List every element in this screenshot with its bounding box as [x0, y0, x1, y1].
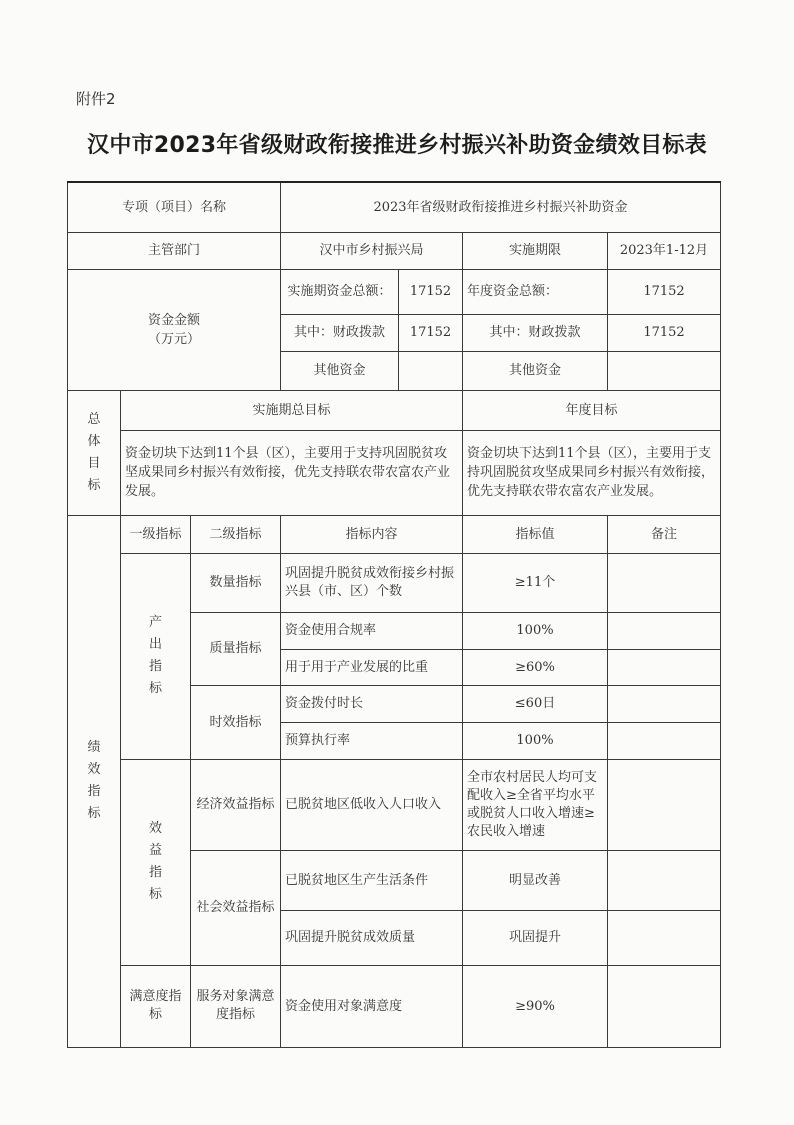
satisfaction-content: 资金使用对象满意度 [281, 965, 463, 1047]
dept-label: 主管部门 [68, 232, 281, 269]
funds-fiscal-label: 其中：财政拨款 [281, 314, 399, 351]
header-level1: 一级指标 [121, 515, 191, 553]
social-remark-2 [608, 910, 721, 965]
funds-annual-fiscal-value: 17152 [608, 314, 721, 351]
satisfaction-sub-label: 服务对象满意度指标 [191, 965, 281, 1047]
quantity-label: 数量指标 [191, 553, 281, 612]
indicators-label: 绩效指标 [87, 740, 101, 821]
attachment-label: 附件2 [76, 90, 116, 108]
goals-period-text: 资金切块下达到11个县（区），主要用于支持巩固脱贫攻坚成果同乡村振兴有效衔接，优先支持联农带农富农产业发展。 [121, 430, 463, 515]
funds-annual-fiscal-label: 其中：财政拨款 [463, 314, 608, 351]
timeliness-value-1: ≤60日 [463, 685, 608, 722]
economic-value: 全市农村居民人均可支配收入≥全省平均水平或脱贫人口收入增速≥农民收入增速 [463, 759, 608, 850]
performance-target-table [67, 181, 721, 1048]
page-title: 汉中市2023年省级财政衔接推进乡村振兴补助资金绩效目标表 [87, 133, 707, 158]
economic-remark [608, 759, 721, 850]
period-label: 实施期限 [463, 232, 608, 269]
funds-unit: （万元） [147, 331, 200, 347]
goals-annual-text: 资金切块下达到11个县（区），主要用于支持巩固脱贫攻坚成果同乡村振兴有效衔接，优先支持联农带农富农产业发展。 [463, 430, 721, 515]
quantity-remark [608, 553, 721, 612]
funds-annual-value: 17152 [608, 269, 721, 314]
project-name-label: 专项（项目）名称 [68, 182, 281, 232]
funds-annual-other-label: 其他资金 [463, 351, 608, 390]
satisfaction-remark [608, 965, 721, 1047]
output-label-cell [121, 553, 191, 759]
quality-content-1: 资金使用合规率 [281, 612, 463, 649]
quality-remark-2 [608, 649, 721, 685]
social-content-2: 巩固提升脱贫成效质量 [281, 910, 463, 965]
timeliness-label: 时效指标 [191, 685, 281, 759]
funds-total-label: 实施期资金总额： [281, 269, 399, 314]
quality-value-2: ≥60% [463, 649, 608, 685]
timeliness-remark-1 [608, 685, 721, 722]
benefit-label-cell [121, 759, 191, 965]
quality-value-1: 100% [463, 612, 608, 649]
goals-annual-header: 年度目标 [463, 390, 721, 430]
benefit-label: 效益指标 [148, 821, 162, 902]
quantity-value: ≥11个 [463, 553, 608, 612]
quality-content-2: 用于用于产业发展的比重 [281, 649, 463, 685]
economic-content: 已脱贫地区低收入人口收入 [281, 759, 463, 850]
social-value-2: 巩固提升 [463, 910, 608, 965]
satisfaction-label: 满意度指标 [121, 965, 191, 1047]
header-value: 指标值 [463, 515, 608, 553]
funds-label-cell [68, 269, 281, 390]
quantity-content: 巩固提升脱贫成效衔接乡村振兴县（市、区）个数 [281, 553, 463, 612]
dept-value: 汉中市乡村振兴局 [281, 232, 463, 269]
goals-label: 总体目标 [87, 411, 101, 493]
funds-other-value [399, 351, 463, 390]
satisfaction-value: ≥90% [463, 965, 608, 1047]
funds-total-value: 17152 [399, 269, 463, 314]
timeliness-value-2: 100% [463, 722, 608, 759]
goals-label-cell [68, 390, 121, 515]
timeliness-content-2: 预算执行率 [281, 722, 463, 759]
economic-label: 经济效益指标 [191, 759, 281, 850]
timeliness-remark-2 [608, 722, 721, 759]
project-name-value: 2023年省级财政衔接推进乡村振兴补助资金 [281, 182, 721, 232]
goals-period-header: 实施期总目标 [121, 390, 463, 430]
timeliness-content-1: 资金拨付时长 [281, 685, 463, 722]
header-content: 指标内容 [281, 515, 463, 553]
social-remark-1 [608, 850, 721, 910]
funds-fiscal-value: 17152 [399, 314, 463, 351]
social-value-1: 明显改善 [463, 850, 608, 910]
header-remark: 备注 [608, 515, 721, 553]
quality-remark-1 [608, 612, 721, 649]
social-content-1: 已脱贫地区生产生活条件 [281, 850, 463, 910]
funds-label: 资金金额 [147, 312, 200, 328]
funds-annual-label: 年度资金总额： [463, 269, 608, 314]
indicators-label-cell [68, 515, 121, 1047]
output-label: 产出指标 [148, 615, 162, 696]
funds-other-label: 其他资金 [281, 351, 399, 390]
period-value: 2023年1-12月 [608, 232, 721, 269]
header-level2: 二级指标 [191, 515, 281, 553]
funds-annual-other-value [608, 351, 721, 390]
quality-label: 质量指标 [191, 612, 281, 685]
social-label: 社会效益指标 [191, 850, 281, 965]
